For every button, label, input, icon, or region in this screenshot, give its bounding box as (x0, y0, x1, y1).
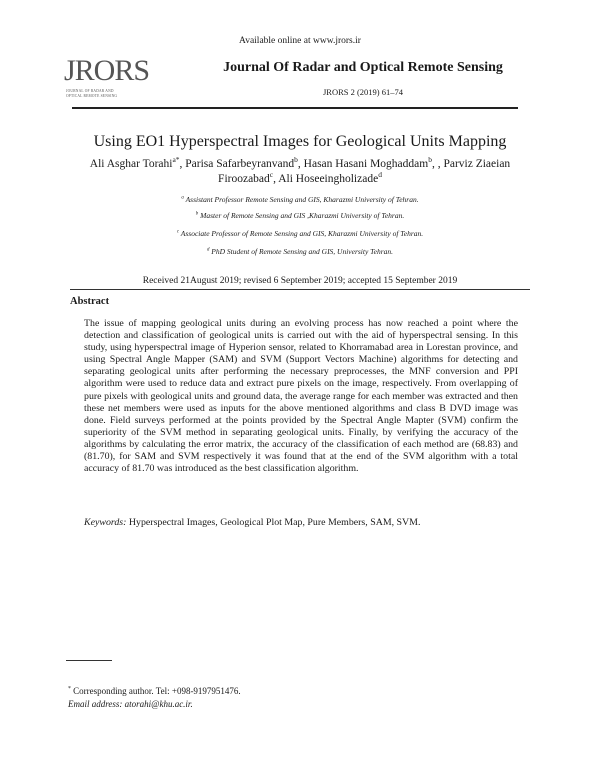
received-dates: Received 21August 2019; revised 6 September 2019; accepted 15 September 2019 (142, 276, 458, 286)
author-name: Ali Asghar Torahi (89, 158, 173, 170)
author-mark: b (428, 155, 432, 165)
journal-title: Journal Of Radar and Optical Remote Sensing (223, 60, 503, 75)
author-mark: d (378, 170, 382, 180)
author-mark: c (269, 170, 274, 180)
corresponding-author-footnote: * Corresponding author. Tel: +098-9197951476. (68, 686, 241, 696)
available-online-note: Available online at www.jrors.ir (239, 36, 361, 46)
author-name: Parviz Ziaeian (443, 158, 511, 170)
journal-reference: JRORS 2 (2019) 61–74 (322, 87, 404, 97)
keywords (84, 517, 524, 528)
author-name: Hasan Hasani Moghaddam (303, 158, 429, 170)
abstract-text: The issue of mapping geological units during an evolving process has now reached a point where the detection and classification of geological units is carried out with the aid of hyperspectral sensing. In this study, using hyperspectral image of Hyperion sensor, related to Khorramabad area in Lorestan province, and using Spectral Angle Mapper (SAM) and SVM (Support Vectors Machine) algorithms for detecting and separating geological units after performing the necessary preprocesses, the MNF conversion and PPI algorithm were used to reduce data and extract pure pixels on the image, respectively. From overlapping of pure pixels with geological units and ground data, the average range for each member was extracted and then these net members were used as inputs for the above mentioned algorithms and class B DVD image was done. Field surveys performed at the points provided by the Spectral Angle Mapter (SVM) confirm the superiority of the SVM method in separating geological units. Finally, by verifying the accuracy of the algorithms by calculating the error matrix, the accuracy of the classification of each method are (68.83) and (81.70), for SAM and SVM respectively it was found that at the end of the SVM algorithm with a total accuracy of 81.70 was introduced as the best classification algorithm. (84, 318, 518, 475)
paper-title: Using EO1 Hyperspectral Images for Geological Units Mapping (93, 133, 507, 150)
email-footnote[interactable]: Email address: atorahi@khu.ac.ir. (68, 699, 193, 709)
author-name: Ali Hoseeingholizade (278, 173, 379, 185)
author-mark: a* (172, 155, 180, 165)
author-mark: b (294, 155, 298, 165)
affiliation-d: $^d$ PhD Student of Remote Sensing and GIS, University Tehran. (206, 247, 394, 256)
author-name: Parisa Safarbeyranvand (185, 158, 295, 170)
logo-tagline-1: JOURNAL OF RADAR AND (66, 89, 114, 93)
abstract-divider (70, 289, 530, 290)
header-divider (72, 107, 518, 109)
journal-logo (64, 54, 158, 100)
logo-letters: JRORS (64, 54, 150, 87)
logo-tagline-2: OPTICAL REMOTE SENSING (66, 94, 118, 98)
footnote-divider (66, 660, 112, 661)
affiliation-a: $^a$ Assistant Professor Remote Sensing and GIS, Kharazmi University of Tehran. (181, 195, 419, 204)
affiliation-b: $^b$ Master of Remote Sensing and GIS ,Kharazmi University of Tehran. (195, 211, 405, 220)
abstract-heading: Abstract (70, 296, 110, 307)
author-line-1: Ali Asghar Torahi$^{a*}$, Parisa Safarbeyranvand$^b$, Hasan Hasani Moghaddam$^b$, , Parviz Ziaeian (89, 155, 511, 170)
keywords-list: Hyperspectral Images, Geological Plot Map, Pure Members, SAM, SVM. (126, 517, 421, 528)
keywords-label: Keywords: (84, 517, 127, 528)
affiliation-c: $^c$ Associate Professor of Remote Sensing and GIS, Kharazmi University of Tehran. (176, 229, 424, 238)
author-name: Firoozabad (218, 173, 270, 185)
author-line-2: Firoozabad$^c$, Ali Hoseeingholizade$^d$ (218, 170, 382, 185)
